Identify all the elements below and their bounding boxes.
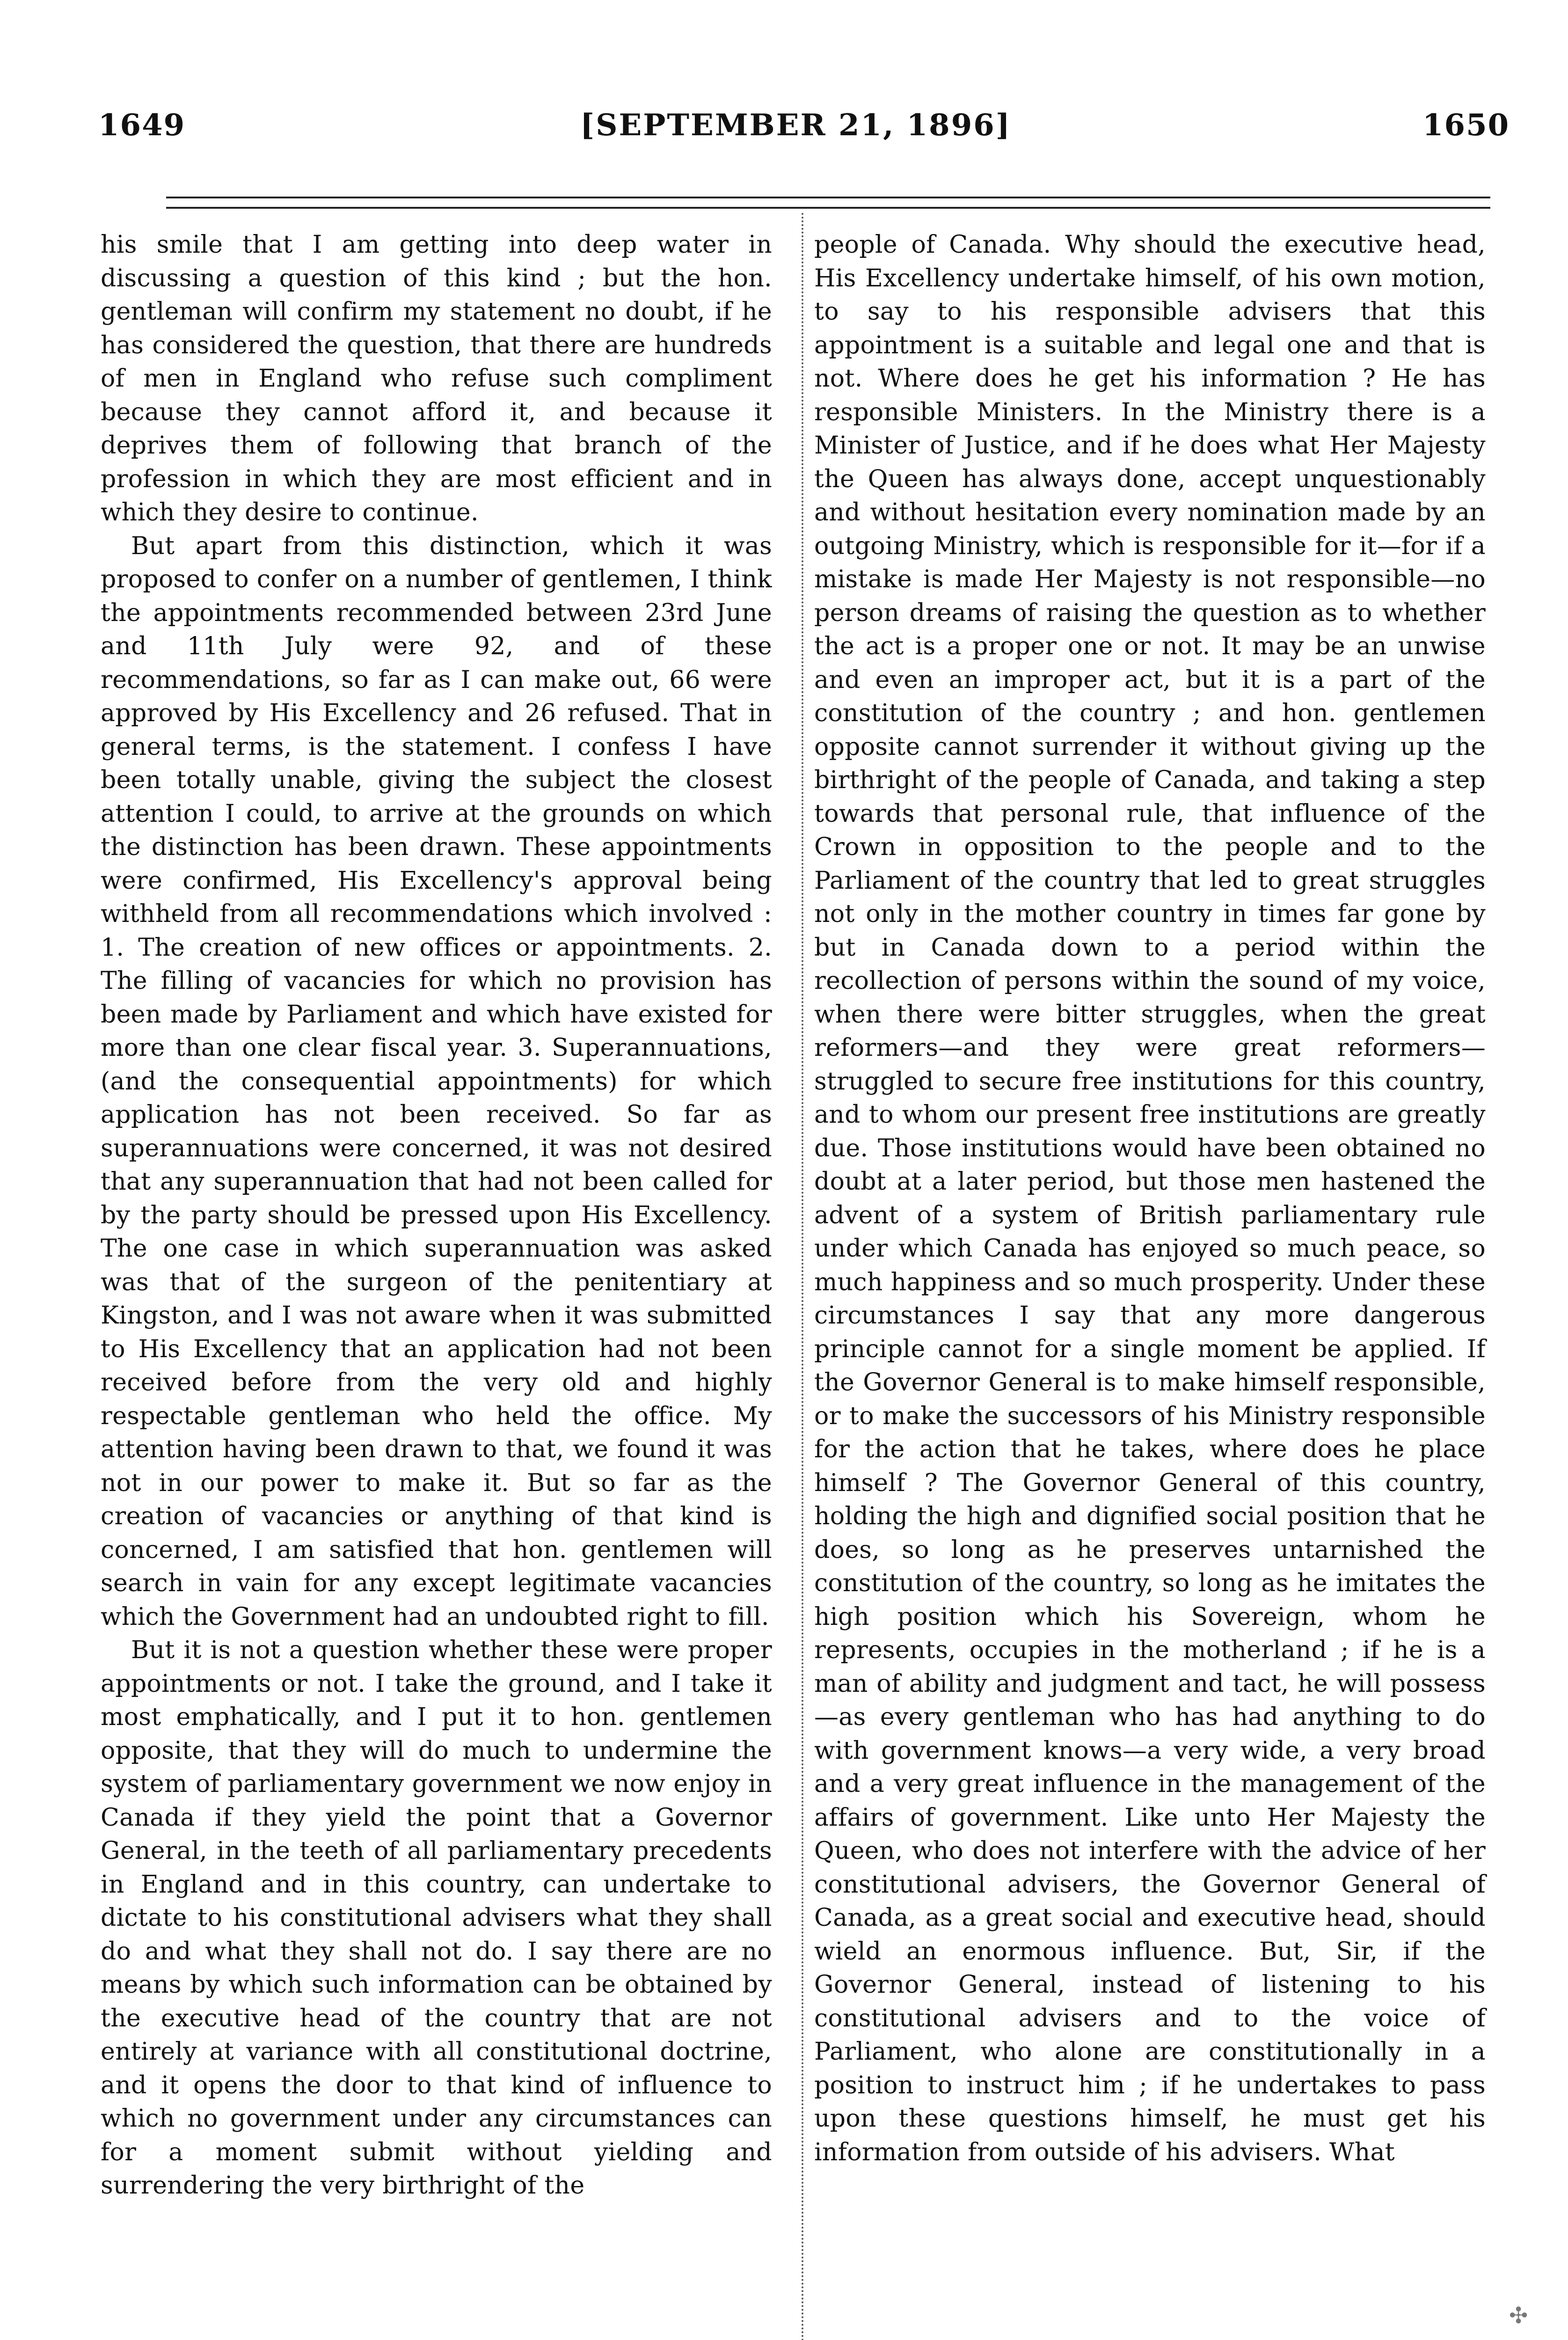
header-rule-top xyxy=(166,197,1490,198)
paragraph: But it is not a question whether these were proper appointments or not. I take the ground, and I take it most emphatically, and I put it to hon. gentlemen opposite, that they will do much to undermine the system of parliamentary government we now enjoy in Canada if they yield the point that a Governor General, in the teeth of all parliamentary precedents in England and in this country, can undertake to dictate to his constitutional advisers what they shall do and what they shall not do. I say there are no means by which such information can be obtained by the executive head of the country that are not entirely at variance with all constitutional doctrine, and it opens the door to that kind of influence to which no government under any circumstances can for a moment submit without yielding and surrendering the very birthright of the xyxy=(101,1636,772,2200)
page-number-right: 1650 xyxy=(1422,108,1510,143)
page-header xyxy=(0,0,1568,154)
paragraph: his smile that I am getting into deep water in discussing a question of this kind ; but the hon. gentleman will confirm my statement no doubt, if he has considered the question, that there are hundreds of men in England who refuse such compliment because they cannot afford it, and because it deprives them of following that branch of the profession in which they are most efficient and in which they desire to continue. xyxy=(101,231,772,526)
right-column xyxy=(814,228,1486,2169)
page-date: [SEPTEMBER 21, 1896] xyxy=(580,108,1012,143)
page-number-left: 1649 xyxy=(98,108,186,143)
column-divider xyxy=(802,213,803,2340)
left-column xyxy=(101,228,772,2203)
header-rule-bottom xyxy=(166,207,1490,209)
margin-smudge-icon: ✣ xyxy=(1509,2303,1528,2329)
paragraph: But apart from this distinction, which it was proposed to confer on a number of gentlemen, I think the appointments recommended between 23rd June and 11th July were 92, and of these recommendations, so far as I can make out, 66 were approved by His Excellency and 26 refused. That in general terms, is the statement. I confess I have been totally unable, giving the subject the closest attention I could, to arrive at the grounds on which the distinction has been drawn. These appointments were confirmed, His Excellency's approval being withheld from all recommendations which involved : 1. The creation of new offices or appointments. 2. The filling of vacancies for which no provision has been made by Parliament and which have existed for more than one clear fiscal year. 3. Superannuations, (and the consequential appointments) for which application has not been received. So far as superannuations were concerned, it was not desired that any superannuation that had not been called for by the party should be pressed upon His Excellency. The one case in which superannuation was asked was that of the surgeon of the penitentiary at Kingston, and I was not aware when it was submitted to His Excellency that an application had not been received before from the very old and highly respectable gentleman who held the office. My attention having been drawn to that, we found it was not in our power to make it. But so far as the creation of vacancies or anything of that kind is concerned, I am satisfied that hon. gentlemen will search in vain for any except legitimate vacancies which the Government had an undoubted right to fill. xyxy=(101,532,772,1631)
paragraph: people of Canada. Why should the executive head, His Excellency undertake himself, of his own motion, to say to his responsible advisers that this appointment is a suitable and legal one and that is not. Where does he get his information ? He has responsible Ministers. In the Ministry there is a Minister of Justice, and if he does what Her Majesty the Queen has always done, accept unquestionably and without hesitation every nomination made by an outgoing Ministry, which is responsible for it—for if a mistake is made Her Majesty is not responsible—no person dreams of raising the question as to whether the act is a proper one or not. It may be an unwise and even an improper act, but it is a part of the constitution of the country ; and hon. gentlemen opposite cannot surrender it without giving up the birthright of the people of Canada, and taking a step towards that personal rule, that influence of the Crown in opposition to the people and to the Parliament of the country that led to great struggles not only in the mother country in times far gone by but in Canada down to a period within the recollection of persons within the sound of my voice, when there were bitter struggles, when the great reformers—and they were great reformers—struggled to secure free institutions for this country, and to whom our present free institutions are greatly due. Those institutions would have been obtained no doubt at a later period, but those men hastened the advent of a system of British parliamentary rule under which Canada has enjoyed so much peace, so much happiness and so much prosperity. Under these circumstances I say that any more dangerous principle cannot for a single moment be applied. If the Governor General is to make himself responsible, or to make the successors of his Ministry responsible for the action that he takes, where does he place himself ? The Governor General of this country, holding the high and dignified social position that he does, so long as he preserves untarnished the constitution of the country, so long as he imitates the high position which his Sovereign, whom he represents, occupies in the motherland ; if he is a man of ability and judgment and tact, he will possess—as every gentleman who has had anything to do with government knows—a very wide, a very broad and a very great influence in the management of the affairs of government. Like unto Her Majesty the Queen, who does not interfere with the advice of her constitutional advisers, the Governor General of Canada, as a great social and executive head, should wield an enormous influence. But, Sir, if the Governor General, instead of listening to his constitutional advisers and to the voice of Parliament, who alone are constitutionally in a position to instruct him ; if he undertakes to pass upon these questions himself, he must get his information from outside of his advisers. What xyxy=(814,231,1486,2166)
